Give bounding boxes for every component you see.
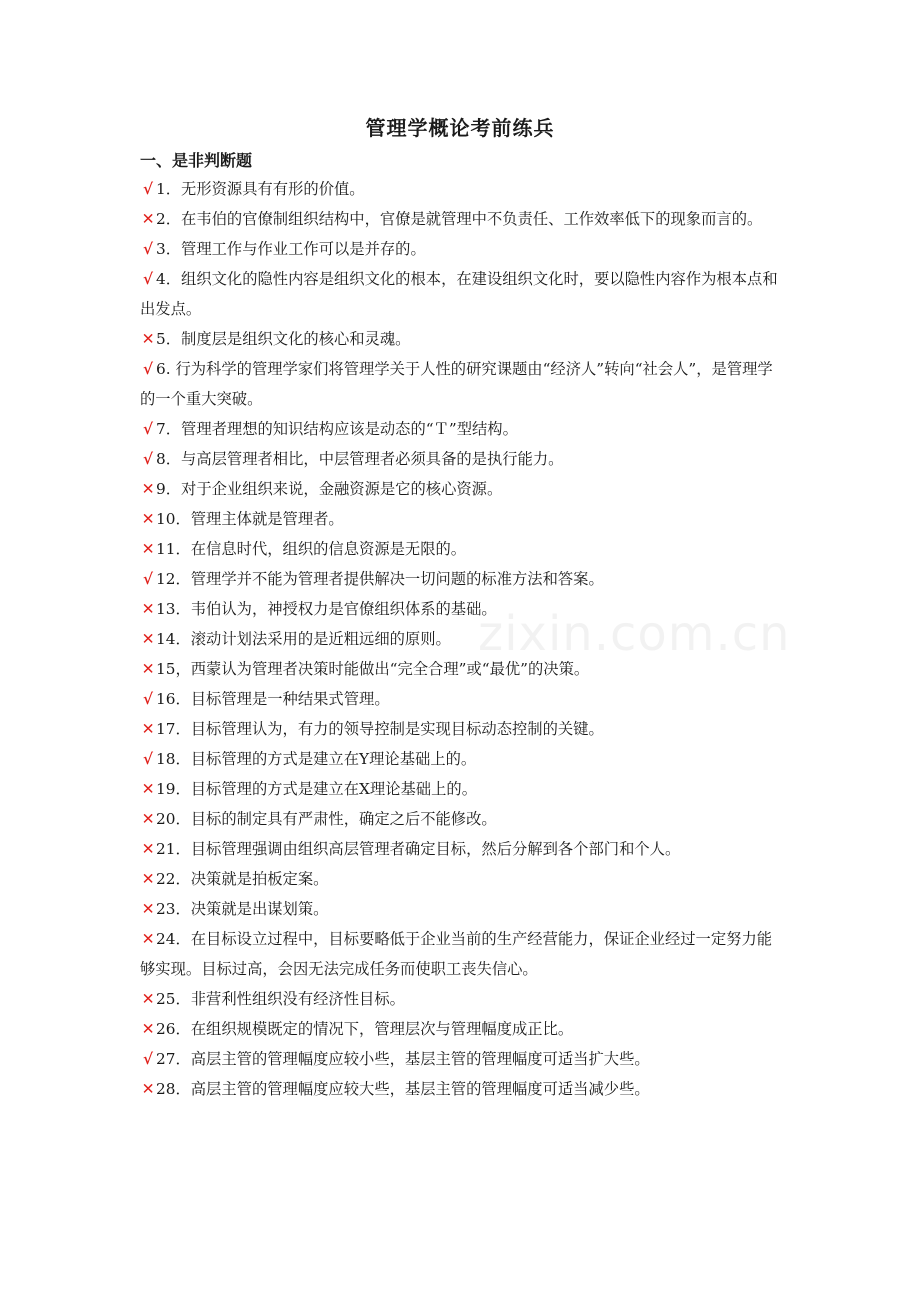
cross-mark-icon: ✕: [141, 630, 155, 648]
question-text: 13．韦伯认为，神授权力是官僚组织体系的基础。: [156, 600, 497, 618]
question-text: 9．对于企业组织来说，金融资源是它的核心资源。: [156, 480, 503, 498]
question-item: [140, 444, 785, 474]
question-item: [140, 414, 785, 444]
question-text: 5．制度层是组织文化的核心和灵魂。: [156, 330, 411, 348]
question-text: 24．在目标设立过程中，目标要略低于企业当前的生产经营能力，保证企业经过一定努力能够实现。目标过高，会因无法完成任务而使职工丧失信心。: [140, 930, 773, 978]
question-item: [140, 234, 785, 264]
check-mark-icon: √: [142, 450, 154, 468]
question-text: 12．管理学并不能为管理者提供解决一切问题的标准方法和答案。: [156, 570, 604, 588]
question-item: [140, 264, 785, 324]
question-item: [140, 1014, 785, 1044]
check-mark-icon: √: [142, 750, 154, 768]
check-mark-icon: √: [142, 180, 154, 198]
cross-mark-icon: ✕: [141, 540, 155, 558]
cross-mark-icon: ✕: [141, 930, 155, 948]
question-text: 14．滚动计划法采用的是近粗远细的原则。: [156, 630, 451, 648]
question-text: 27．高层主管的管理幅度应较小些，基层主管的管理幅度可适当扩大些。: [156, 1050, 650, 1068]
question-text: 6. 行为科学的管理学家们将管理学关于人性的研究课题由“经济人”转向“社会人”，是管理学的一个重大突破。: [140, 360, 773, 408]
check-mark-icon: √: [142, 240, 154, 258]
question-text: 26．在组织规模既定的情况下，管理层次与管理幅度成正比。: [156, 1020, 574, 1038]
cross-mark-icon: ✕: [141, 210, 155, 228]
cross-mark-icon: ✕: [141, 1080, 155, 1098]
question-item: [140, 204, 785, 234]
cross-mark-icon: ✕: [141, 510, 155, 528]
question-text: 7．管理者理想的知识结构应该是动态的“Ｔ”型结构。: [156, 420, 518, 438]
check-mark-icon: √: [142, 360, 154, 378]
check-mark-icon: √: [142, 270, 154, 288]
question-item: [140, 714, 785, 744]
question-text: 25．非营利性组织没有经济性目标。: [156, 990, 405, 1008]
cross-mark-icon: ✕: [141, 810, 155, 828]
question-text: 2．在韦伯的官僚制组织结构中，官僚是就管理中不负责任、工作效率低下的现象而言的。: [156, 210, 763, 228]
question-text: 3．管理工作与作业工作可以是并存的。: [156, 240, 426, 258]
section-heading: 一、是非判断题: [140, 151, 253, 170]
question-text: 11．在信息时代，组织的信息资源是无限的。: [156, 540, 467, 558]
question-item: [140, 534, 785, 564]
question-text: 20．目标的制定具有严肃性，确定之后不能修改。: [156, 810, 497, 828]
question-text: 18．目标管理的方式是建立在Y理论基础上的。: [156, 750, 477, 768]
question-item: [140, 624, 785, 654]
question-text: 10．管理主体就是管理者。: [156, 510, 344, 528]
cross-mark-icon: ✕: [141, 660, 155, 678]
question-text: 22．决策就是拍板定案。: [156, 870, 329, 888]
cross-mark-icon: ✕: [141, 780, 155, 798]
check-mark-icon: √: [142, 420, 154, 438]
cross-mark-icon: ✕: [141, 900, 155, 918]
question-item: [140, 1044, 785, 1074]
question-text: 1．无形资源具有有形的价值。: [156, 180, 365, 198]
cross-mark-icon: ✕: [141, 840, 155, 858]
question-item: [140, 174, 785, 204]
question-text: 23．决策就是出谋划策。: [156, 900, 329, 918]
check-mark-icon: √: [142, 690, 154, 708]
question-item: [140, 354, 785, 414]
cross-mark-icon: ✕: [141, 1020, 155, 1038]
question-list: [140, 174, 785, 1104]
cross-mark-icon: ✕: [141, 480, 155, 498]
question-item: [140, 504, 785, 534]
question-item: [140, 984, 785, 1014]
cross-mark-icon: ✕: [141, 990, 155, 1008]
question-text: 15，西蒙认为管理者决策时能做出“完全合理”或“最优”的决策。: [156, 660, 590, 678]
question-item: [140, 684, 785, 714]
question-item: [140, 834, 785, 864]
question-text: 4．组织文化的隐性内容是组织文化的根本，在建设组织文化时，要以隐性内容作为根本点和出发点。: [140, 270, 778, 318]
question-item: [140, 744, 785, 774]
cross-mark-icon: ✕: [141, 330, 155, 348]
question-item: [140, 324, 785, 354]
question-item: [140, 774, 785, 804]
cross-mark-icon: ✕: [141, 870, 155, 888]
watermark: zixin.com.cn: [478, 606, 791, 662]
question-item: [140, 1074, 785, 1104]
question-text: 28．高层主管的管理幅度应较大些，基层主管的管理幅度可适当减少些。: [156, 1080, 650, 1098]
document-title: 管理学概论考前练兵: [365, 116, 555, 140]
question-item: [140, 654, 785, 684]
check-mark-icon: √: [142, 570, 154, 588]
check-mark-icon: √: [142, 1050, 154, 1068]
question-item: [140, 864, 785, 894]
question-text: 17．目标管理认为，有力的领导控制是实现目标动态控制的关键。: [156, 720, 604, 738]
question-item: [140, 564, 785, 594]
question-text: 19．目标管理的方式是建立在X理论基础上的。: [156, 780, 477, 798]
cross-mark-icon: ✕: [141, 720, 155, 738]
question-text: 16．目标管理是一种结果式管理。: [156, 690, 390, 708]
question-item: [140, 924, 785, 984]
question-text: 21．目标管理强调由组织高层管理者确定目标，然后分解到各个部门和个人。: [156, 840, 681, 858]
question-item: [140, 594, 785, 624]
question-item: [140, 804, 785, 834]
question-text: 8．与高层管理者相比，中层管理者必须具备的是执行能力。: [156, 450, 564, 468]
question-item: [140, 474, 785, 504]
question-item: [140, 894, 785, 924]
cross-mark-icon: ✕: [141, 600, 155, 618]
